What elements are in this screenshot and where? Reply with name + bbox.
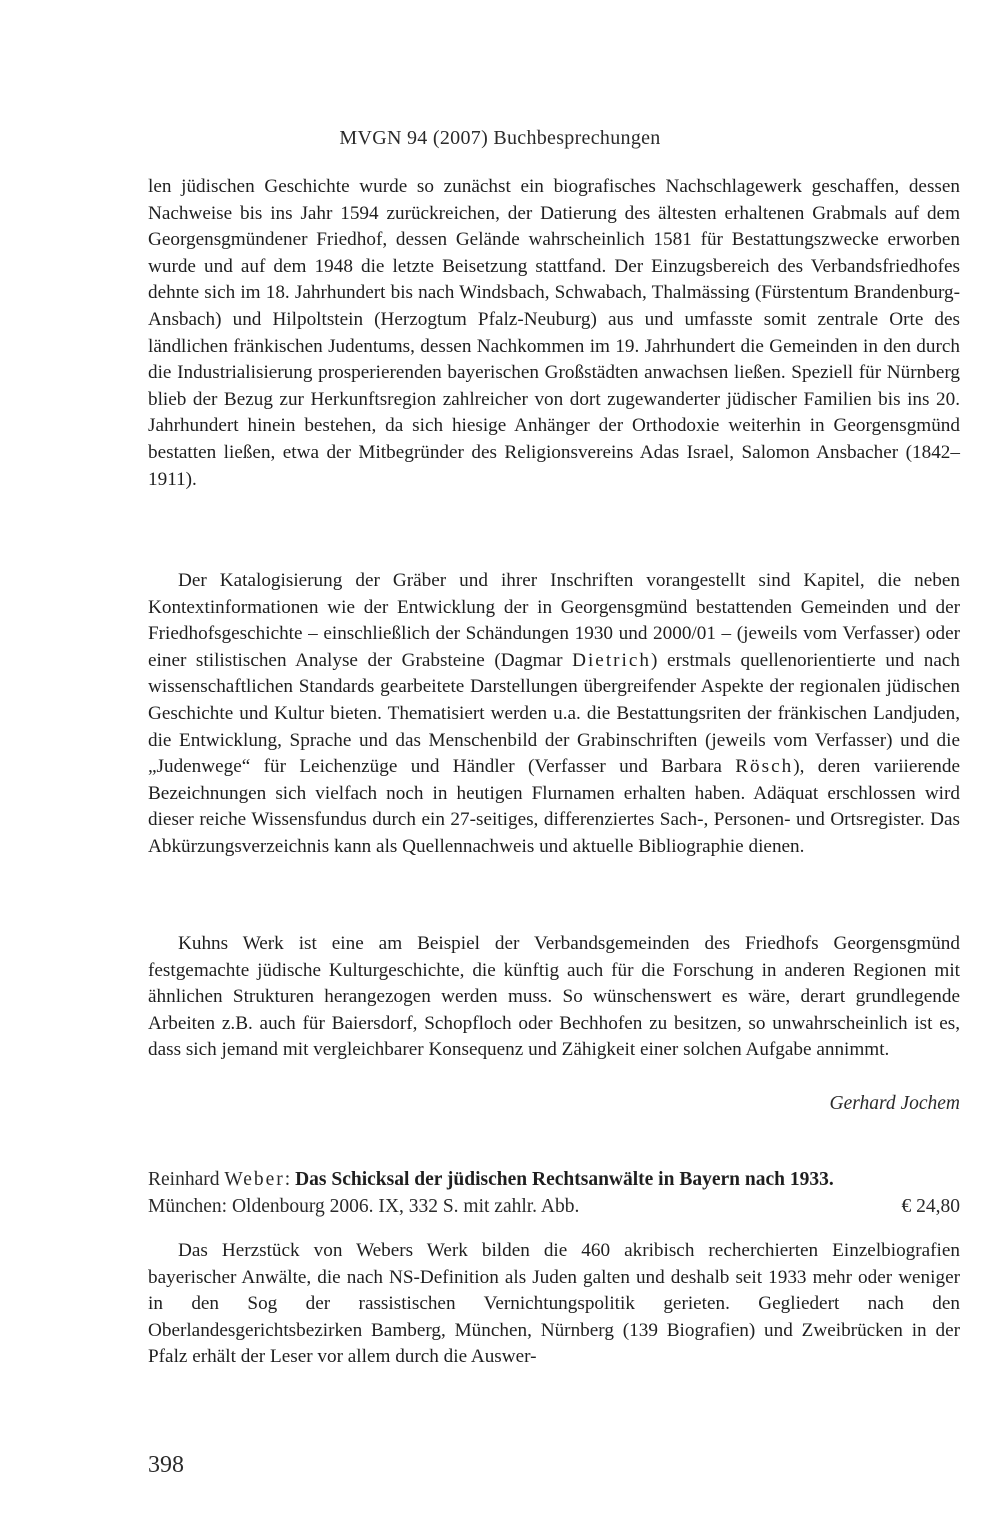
review2-publication-line: [148, 1194, 960, 1221]
text-run: Der Katalogisierung der Gräber und ihrer Inschriften vorangestellt sind Kapitel, die neben Kontextinformationen wie der Entwicklung der in Georgensgmünd bestattenden Gemeinden und der Friedhofsgeschichte – einschließlich der Schändungen 1930 und 2000/01 – (jeweils vom Verfasser) oder einer stilistischen Analyse der Grabsteine (Dagmar: [148, 570, 960, 671]
review2-title-line: [148, 1167, 960, 1194]
text-run: ), deren variierende Bezeichnungen sich vielfach noch in heutigen Flurnamen erhalten haben. Adäquat erschlossen wird dieser reiche Wissensfundus durch ein 27-seitiges, differenziertes Sach-, Personen- und Ortsregister. Das Abkürzungsverzeichnis kann als Quellennachweis und aktuelle Bibliographie dienen.: [148, 756, 960, 857]
book-author-first: Reinhard: [148, 1169, 225, 1190]
book-price: € 24,80: [901, 1195, 960, 1217]
review1-paragraph-2: [148, 568, 960, 861]
paragraph-text: Kuhns Werk ist eine am Beispiel der Verbandsgemeinden des Friedhofs Georgensgmünd festgemachte jüdische Kulturgeschichte, die künftig auch für die Forschung in anderen Regionen mit ähnlichen Strukturen herangezogen werden muss. So wünschenswert es wäre, derart grundlegende Arbeiten z.B. auch für Baiersdorf, Schopfloch oder Bechhofen zu besitzen, so unwahrscheinlich ist es, dass sich jemand mit vergleichbarer Konsequenz und Zähigkeit einer solchen Aufgabe annimmt.: [148, 933, 960, 1061]
text-run: ) erstmals quellenorientierte und nach wissenschaftlichen Standards gearbeitete Darstellungen übergreifender Aspekte der regionalen jüdischen Geschichte und Kultur bieten. Thematisiert werden u.a. die Bestattungsriten der fränkischen Landjuden, die Entwicklung, Sprache und das Menschenbild der Grabinschriften (jeweils vom Verfasser) und die „Judenwege“ für Leichenzüge und Händler (Verfasser und Barbara: [148, 649, 960, 778]
book-title: Das Schicksal der jüdischen Rechtsanwälte in Bayern nach 1933.: [295, 1169, 834, 1190]
review1-paragraph-3: [148, 931, 960, 1064]
author-separator: :: [284, 1169, 296, 1190]
publication-info: München: Oldenbourg 2006. IX, 332 S. mit zahlr. Abb.: [148, 1195, 580, 1217]
paragraph-text: Das Herzstück von Webers Werk bilden die 460 akribisch recherchierten Einzelbiografien bayerischer Anwälte, die nach NS-Definition als Juden galten und deshalb seit 1933 mehr oder weniger in den Sog der rassistischen Vernichtungspolitik gerieten. Gegliedert nach den Oberlandesgerichtsbezirken Bamberg, München, Nürnberg (139 Biografien) und Zweibrücken in der Pfalz erhält der Leser vor allem durch die Auswer-: [148, 1240, 960, 1368]
review1-paragraph-1: [148, 174, 960, 493]
review2-paragraph-1: [148, 1238, 960, 1371]
author-name-roesch: Rösch: [735, 756, 794, 778]
book-author-last: Weber: [224, 1169, 285, 1190]
paragraph-text: [148, 568, 960, 861]
running-header: MVGN 94 (2007) Buchbesprechungen: [339, 127, 661, 149]
page-number: 398: [148, 1452, 184, 1478]
reviewer-signature: Gerhard Jochem: [829, 1093, 960, 1114]
paragraph-text: len jüdischen Geschichte wurde so zunächst ein biografisches Nachschlagewerk geschaffen, dessen Nachweise bis ins Jahr 1594 zurückreichen, der Datierung des ältesten erhaltenen Grabmals auf dem Georgensgmündener Friedhof, dessen Gelände wahrscheinlich 1581 für Bestattungszwecke erworben wurde und auf dem 1948 die letzte Beisetzung stattfand. Der Einzugsbereich des Verbandsfriedhofes dehnte sich im 18. Jahrhundert bis nach Windsbach, Schwabach, Thalmässing (Fürstentum Brandenburg-Ansbach) und Hilpoltstein (Herzogtum Pfalz-Neuburg) aus und umfasste somit zentrale Orte des ländlichen fränkischen Judentums, dessen Nachkommen im 19. Jahrhundert die Gemeinden in den durch die Industrialisierung prosperierenden bayerischen Großstädten anwachsen ließen. Speziell für Nürnberg blieb der Bezug zur Herkunftsregion zahlreicher von dort zugewanderter jüdischer Familien bis ins 20. Jahrhundert hinein bestehen, da sich hiesige Anhänger der Orthodoxie weiterhin in Georgensgmünd bestatten ließen, etwa der Mitbegründer des Religionsvereins Adas Israel, Salomon Ansbacher (1842–1911).: [148, 176, 960, 490]
review2-bibliographic-header: [148, 1167, 960, 1220]
author-name-dietrich: Dietrich: [572, 649, 651, 671]
